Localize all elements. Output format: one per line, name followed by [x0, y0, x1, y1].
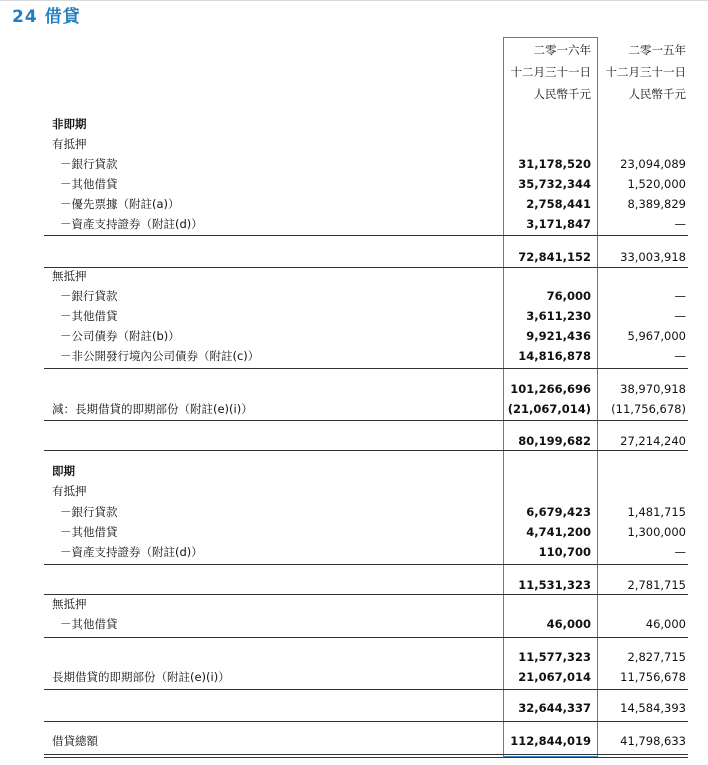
- value-2015: 14,584,393: [620, 701, 686, 715]
- table-row: [0, 647, 708, 667]
- table-row: [0, 431, 708, 451]
- header-2015-date: 十二月三十一日: [605, 65, 686, 79]
- section-title: 24 借貸: [12, 7, 81, 27]
- header-2015: [598, 39, 686, 105]
- table-row: [0, 667, 708, 687]
- value-2015: 11,756,678: [620, 670, 686, 684]
- value-2016: 46,000: [546, 617, 591, 631]
- table-row: [0, 481, 708, 501]
- table-row: [0, 286, 708, 306]
- subtotal-rule: [44, 267, 688, 268]
- row-label: 借貸總額: [52, 734, 98, 748]
- table-row: [0, 522, 708, 542]
- value-2016: 4,741,200: [526, 525, 591, 539]
- row-label: 有抵押: [52, 484, 87, 498]
- table-row: [0, 346, 708, 366]
- value-2015: (11,756,678): [611, 402, 686, 416]
- header-2015-year: 二零一五年: [628, 43, 686, 57]
- value-2015: 2,827,715: [627, 650, 686, 664]
- table-row: [0, 399, 708, 419]
- table-row: [0, 575, 708, 595]
- row-label: －銀行貸款: [60, 505, 118, 519]
- subtotal-rule: [44, 594, 688, 595]
- subtotal-rule: [44, 235, 688, 236]
- table-row: [0, 502, 708, 522]
- value-2015: —: [674, 217, 686, 231]
- value-2015: 8,389,829: [627, 197, 686, 211]
- row-label: －其他借貸: [60, 617, 118, 631]
- value-2015: —: [674, 309, 686, 323]
- row-label: －資產支持證券（附註(d)）: [60, 545, 203, 559]
- value-2016: 2,758,441: [526, 197, 591, 211]
- row-label: －銀行貸款: [60, 289, 118, 303]
- table-row: [0, 134, 708, 154]
- subtotal-rule: [44, 564, 688, 565]
- row-label: －其他借貸: [60, 309, 118, 323]
- value-2015: 41,798,633: [620, 734, 686, 748]
- table-row: [0, 326, 708, 346]
- header-2016-date: 十二月三十一日: [510, 65, 591, 79]
- value-2016: 101,266,696: [510, 382, 591, 396]
- table-row: [0, 594, 708, 614]
- value-2015: 27,214,240: [620, 434, 686, 448]
- row-label: 無抵押: [52, 597, 87, 611]
- table-row: [0, 174, 708, 194]
- row-label: －優先票據（附註(a)）: [60, 197, 180, 211]
- value-2016: 21,067,014: [518, 670, 591, 684]
- table-row: [0, 306, 708, 326]
- row-label: －公司債券（附註(b)）: [60, 329, 180, 343]
- subtotal-rule: [44, 368, 688, 369]
- header-2016: [503, 39, 591, 105]
- table-row: [0, 698, 708, 718]
- value-2015: 1,520,000: [627, 177, 686, 191]
- value-2015: 33,003,918: [620, 250, 686, 264]
- value-2016: 31,178,520: [518, 157, 591, 171]
- table-row: [0, 614, 708, 634]
- row-label: 無抵押: [52, 269, 87, 283]
- value-2016: 80,199,682: [518, 434, 591, 448]
- row-label: 減：長期借貸的即期部份（附註(e)(i)）: [52, 402, 253, 416]
- value-2015: —: [674, 545, 686, 559]
- value-2015: 1,481,715: [627, 505, 686, 519]
- value-2016: 112,844,019: [510, 734, 591, 748]
- subtotal-rule: [44, 420, 688, 421]
- header-2016-unit: 人民幣千元: [533, 87, 591, 101]
- value-2015: 38,970,918: [620, 382, 686, 396]
- value-2016: 110,700: [538, 545, 591, 559]
- total-rule: [44, 754, 688, 755]
- value-2015: —: [674, 349, 686, 363]
- value-2016: 3,611,230: [526, 309, 591, 323]
- row-label: －其他借貸: [60, 177, 118, 191]
- row-label: 有抵押: [52, 137, 87, 151]
- value-2016: 11,531,323: [518, 578, 591, 592]
- value-2015: 1,300,000: [627, 525, 686, 539]
- subtotal-rule: [44, 689, 688, 690]
- header-2015-unit: 人民幣千元: [628, 87, 686, 101]
- value-2016: 76,000: [546, 289, 591, 303]
- subtotal-rule: [44, 450, 688, 451]
- subtotal-rule: [44, 637, 688, 638]
- value-2015: 2,781,715: [627, 578, 686, 592]
- value-2016: 11,577,323: [518, 650, 591, 664]
- table-row: [0, 247, 708, 267]
- row-label: －其他借貸: [60, 525, 118, 539]
- value-2016: (21,067,014): [507, 402, 591, 416]
- subtotal-rule: [44, 721, 688, 722]
- row-label: 即期: [52, 464, 75, 478]
- table-row: [0, 731, 708, 751]
- table-row: [0, 214, 708, 234]
- table-row: [0, 194, 708, 214]
- value-2016: 6,679,423: [526, 505, 591, 519]
- header-2016-year: 二零一六年: [533, 43, 591, 57]
- row-label: －銀行貸款: [60, 157, 118, 171]
- value-2015: 23,094,089: [620, 157, 686, 171]
- row-label: －資產支持證券（附註(d)）: [60, 217, 203, 231]
- row-label: －非公開發行境內公司債券（附註(c)）: [60, 349, 260, 363]
- table-row: [0, 266, 708, 286]
- value-2016: 35,732,344: [518, 177, 591, 191]
- row-label: 非即期: [52, 117, 87, 131]
- value-2015: 46,000: [645, 617, 686, 631]
- value-2016: 72,841,152: [518, 250, 591, 264]
- value-2016: 14,816,878: [518, 349, 591, 363]
- value-2016: 3,171,847: [526, 217, 591, 231]
- table-row: [0, 461, 708, 481]
- value-2015: —: [674, 289, 686, 303]
- total-double-rule: [44, 757, 688, 758]
- table-row: [0, 154, 708, 174]
- table-row: [0, 542, 708, 562]
- top-divider: [0, 0, 708, 1]
- table-row: [0, 379, 708, 399]
- row-label: 長期借貸的即期部份（附註(e)(i)）: [52, 670, 230, 684]
- value-2016: 9,921,436: [526, 329, 591, 343]
- value-2015: 5,967,000: [627, 329, 686, 343]
- value-2016: 32,644,337: [518, 701, 591, 715]
- table-row: [0, 114, 708, 134]
